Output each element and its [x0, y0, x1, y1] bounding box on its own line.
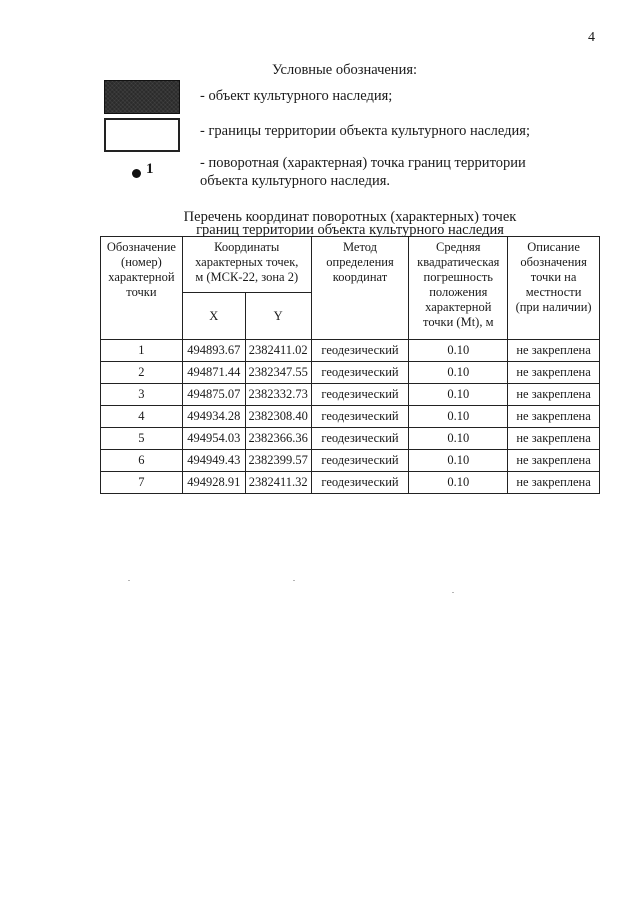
cell-description: не закреплена [508, 340, 600, 362]
cell-method: геодезический [311, 362, 409, 384]
table-title-line: границ территории объекта культурного наследия [196, 222, 504, 238]
table-row [101, 340, 600, 362]
header-coordinates: Координаты характерных точек, м (МСК-22, зона 2) [182, 237, 311, 293]
scan-artifact [452, 592, 454, 593]
cell-y-coordinate: 2382411.02 [245, 340, 311, 362]
cell-point-number: 5 [101, 428, 183, 450]
scan-artifact [128, 580, 130, 581]
table-header-row [101, 237, 600, 293]
cell-x-coordinate: 494871.44 [182, 362, 245, 384]
legend-item-text: - границы территории объекта культурного наследия; [200, 123, 530, 139]
cell-mean-square-error: 0.10 [409, 362, 508, 384]
cell-mean-square-error: 0.10 [409, 384, 508, 406]
cell-x-coordinate: 494893.67 [182, 340, 245, 362]
cell-method: геодезический [311, 406, 409, 428]
coordinates-table [100, 236, 600, 494]
heritage-object-swatch-icon [104, 80, 180, 114]
cell-description: не закреплена [508, 362, 600, 384]
legend-item-text: - объект культурного наследия; [200, 88, 393, 104]
header-mean-square-error: Средняя квадратическая погрешность положения характерной точки (Mt), м [409, 237, 508, 340]
header-method: Метод определения координат [311, 237, 409, 340]
cell-mean-square-error: 0.10 [409, 450, 508, 472]
cell-method: геодезический [311, 340, 409, 362]
cell-y-coordinate: 2382399.57 [245, 450, 311, 472]
table-row [101, 472, 600, 494]
cell-point-number: 4 [101, 406, 183, 428]
cell-mean-square-error: 0.10 [409, 340, 508, 362]
page-number: 4 [588, 30, 595, 45]
cell-y-coordinate: 2382347.55 [245, 362, 311, 384]
table-row [101, 384, 600, 406]
cell-description: не закреплена [508, 384, 600, 406]
cell-x-coordinate: 494875.07 [182, 384, 245, 406]
table-title-line: Перечень координат поворотных (характерных) точек [183, 209, 517, 225]
turning-point-marker [132, 161, 154, 184]
cell-description: не закреплена [508, 428, 600, 450]
header-x: X [182, 293, 245, 340]
turning-point-marker-label: 1 [146, 161, 154, 177]
cell-method: геодезический [311, 472, 409, 494]
legend-item-text [200, 154, 580, 190]
territory-boundary-swatch-icon [104, 118, 180, 152]
legend-item-heritage-object [0, 80, 640, 120]
cell-point-number: 2 [101, 362, 183, 384]
legend-title: Условные обозначения: [272, 62, 418, 78]
table-row [101, 428, 600, 450]
coordinates-table-body [101, 340, 600, 494]
cell-description: не закреплена [508, 450, 600, 472]
cell-y-coordinate: 2382332.73 [245, 384, 311, 406]
cell-mean-square-error: 0.10 [409, 472, 508, 494]
legend-item-turning-point [0, 155, 640, 198]
cell-point-number: 3 [101, 384, 183, 406]
table-row [101, 362, 600, 384]
header-point-description: Описание обозначения точки на местности (при наличии) [508, 237, 600, 340]
cell-x-coordinate: 494954.03 [182, 428, 245, 450]
header-y: Y [245, 293, 311, 340]
table-row [101, 406, 600, 428]
cell-description: не закреплена [508, 406, 600, 428]
cell-point-number: 7 [101, 472, 183, 494]
cell-y-coordinate: 2382308.40 [245, 406, 311, 428]
cell-method: геодезический [311, 428, 409, 450]
header-designation: Обозначение (номер) характерной точки [101, 237, 183, 340]
cell-mean-square-error: 0.10 [409, 406, 508, 428]
scan-artifact [293, 580, 295, 581]
cell-x-coordinate: 494949.43 [182, 450, 245, 472]
cell-x-coordinate: 494928.91 [182, 472, 245, 494]
cell-method: геодезический [311, 384, 409, 406]
table-title [100, 211, 600, 237]
legend-item-text-line: объекта культурного наследия. [200, 173, 391, 189]
cell-point-number: 1 [101, 340, 183, 362]
cell-description: не закреплена [508, 472, 600, 494]
cell-y-coordinate: 2382411.32 [245, 472, 311, 494]
table-row [101, 450, 600, 472]
cell-method: геодезический [311, 450, 409, 472]
cell-y-coordinate: 2382366.36 [245, 428, 311, 450]
black-dot-icon [132, 169, 141, 178]
legend-item-text-line: - поворотная (характерная) точка границ территории [200, 155, 526, 171]
cell-x-coordinate: 494934.28 [182, 406, 245, 428]
cell-point-number: 6 [101, 450, 183, 472]
cell-mean-square-error: 0.10 [409, 428, 508, 450]
legend-item-territory-boundary [0, 118, 640, 158]
